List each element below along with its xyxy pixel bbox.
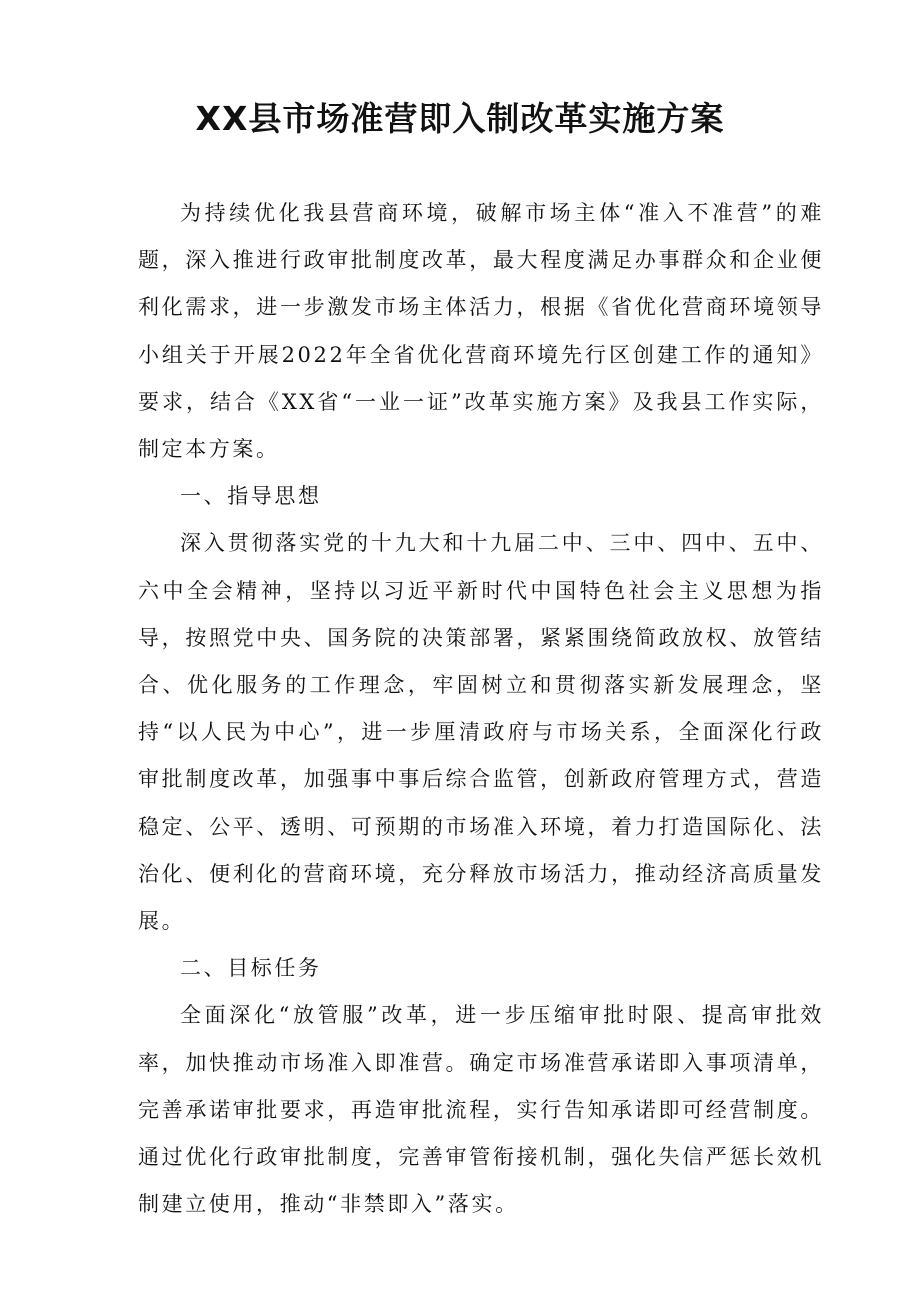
guiding-thought-paragraph: 深入贯彻落实党的十九大和十九届二中、三中、四中、五中、六中全会精神，坚持以习近平新时代中国特色社会主义思想为指导，按照党中央、国务院的决策部署，紧紧围绕简政放权、放管结合、优化服务的工作理念，牢固树立和贯彻落实新发展理念，坚持“以人民为中心”，进一步厘清政府与市场关系，全面深化行政审批制度改革，加强事中事后综合监管，创新政府管理方式，营造稳定、公平、透明、可预期的市场准入环境，着力打造国际化、法治化、便利化的营商环境，充分释放市场活力，推动经济高质量发展。 [138,531,824,934]
document-body [138,190,824,1228]
section-heading-goals: 二、目标任务 [180,956,322,981]
intro-paragraph: 为持续优化我县营商环境，破解市场主体“准入不准营”的难题，深入推进行政审批制度改革，最大程度满足办事群众和企业便利化需求，进一步激发市场主体活力，根据《省优化营商环境领导小组关于开展2022年全省优化营商环境先行区创建工作的通知》要求，结合《XX省“一业一证”改革实施方案》及我县工作实际，制定本方案。 [138,201,824,462]
document-title: XX县市场准营即入制改革实施方案 [195,99,725,138]
goals-paragraph: 全面深化“放管服”改革，进一步压缩审批时限、提高审批效率，加快推动市场准入即准营。确定市场准营承诺即入事项清单，完善承诺审批要求，再造审批流程，实行告知承诺即可经营制度。通过优化行政审批制度，完善审管衔接机制，强化失信严惩长效机制建立使用，推动“非禁即入”落实。 [138,1003,824,1217]
section-heading-guiding-thought: 一、指导思想 [180,484,322,509]
